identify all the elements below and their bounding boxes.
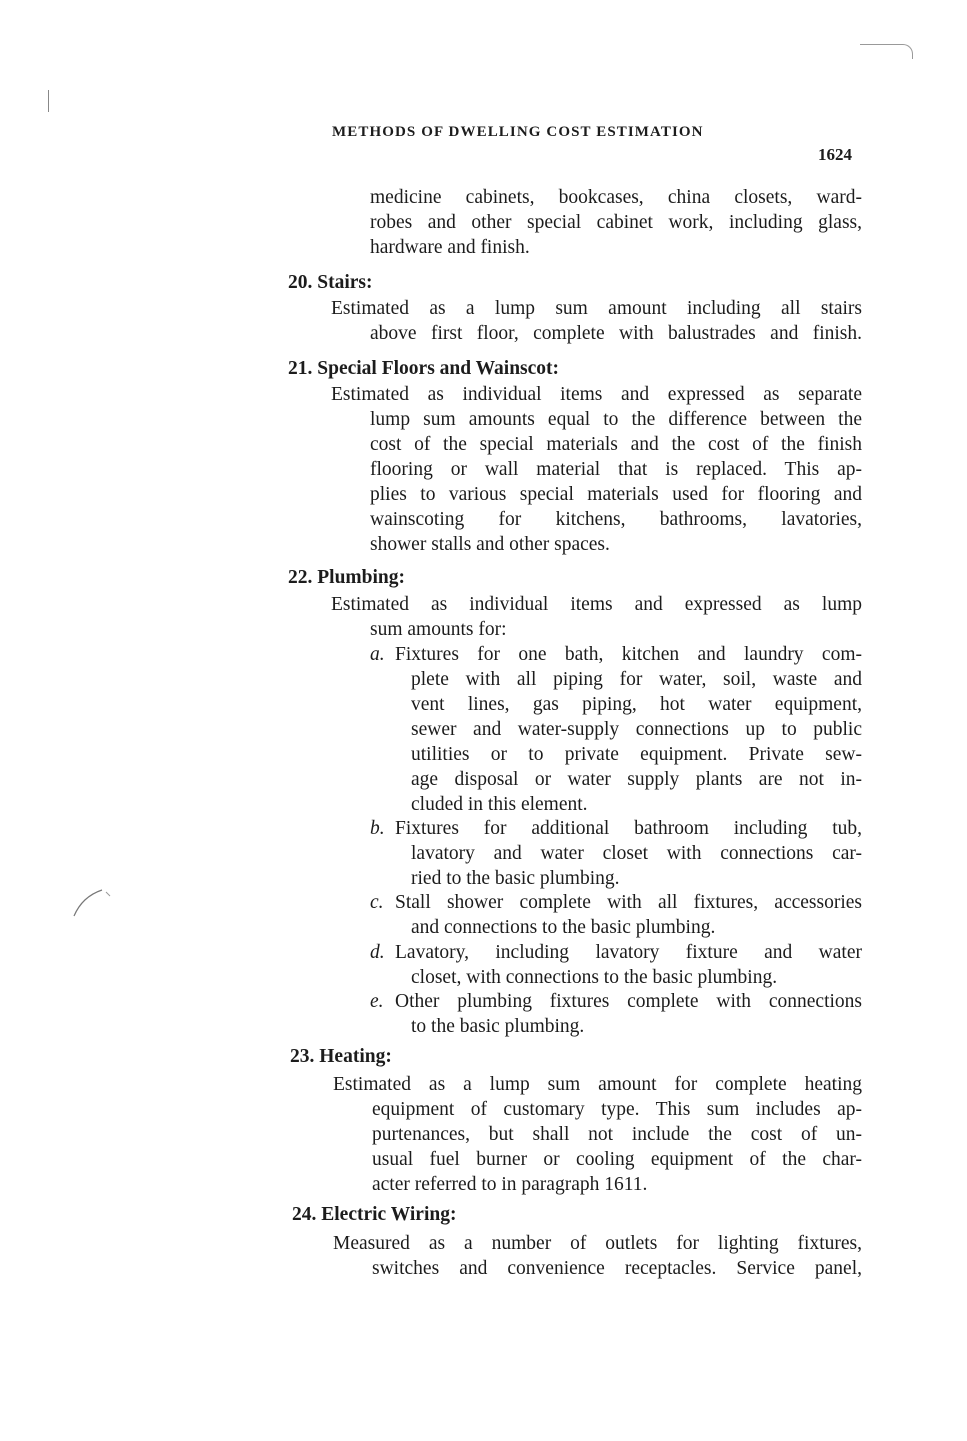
text-line: sum amounts for: [370,619,507,640]
text-line: sewer and water-supply connections up to public [411,719,862,740]
scan-edge-mark [860,44,913,59]
section-title: Electric Wiring: [321,1204,457,1225]
section-heading-stairs [288,270,373,295]
text-line: flooring or wall material that is replaced. This ap- [370,459,862,480]
text-line: switches and convenience receptacles. Service panel, [372,1258,862,1279]
text-line: Other plumbing fixtures complete with connections [395,991,862,1012]
text-line: utilities or to private equipment. Private sew- [411,744,862,765]
item-letter: a. [370,644,385,665]
section-title: Special Floors and Wainscot: [317,358,560,379]
section-heading-electric-wiring [292,1202,456,1227]
page-number: 1624 [818,145,852,164]
text-line: Fixtures for one bath, kitchen and laundry com- [395,644,862,665]
section-number: 24. [292,1204,317,1225]
text-line: ried to the basic plumbing. [411,868,620,889]
section-title: Heating: [319,1046,392,1067]
section-heading-heating [290,1044,392,1069]
section-number: 23. [290,1046,315,1067]
text-line: medicine cabinets, bookcases, china closets, ward- [370,187,862,208]
text-line: usual fuel burner or cooling equipment of the char- [372,1149,862,1170]
item-letter: d. [370,942,385,963]
text-line: purtenances, but shall not include the cost of un- [372,1124,862,1145]
text-line: above first floor, complete with balustrades and finish. [370,323,862,344]
section-number: 21. [288,358,313,379]
text-line: to the basic plumbing. [411,1016,585,1037]
text-line: Fixtures for additional bathroom including tub, [395,818,862,839]
item-letter: b. [370,818,385,839]
text-line: cost of the special materials and the cost of the finish [370,434,862,455]
text-line: cluded in this element. [411,794,588,815]
text-line: Lavatory, including lavatory fixture and water [395,942,862,963]
section-number: 20. [288,272,313,293]
text-line: equipment of customary type. This sum includes ap- [372,1099,862,1120]
item-letter: e. [370,991,384,1012]
text-line: Measured as a number of outlets for lighting fixtures, [333,1233,862,1254]
text-line: Estimated as individual items and expressed as separate [331,384,862,405]
item-letter: c. [370,892,384,913]
text-line: lavatory and water closet with connections car- [411,843,862,864]
text-line: wainscoting for kitchens, bathrooms, lavatories, [370,509,862,530]
section-title: Plumbing: [317,567,406,588]
text-line: age disposal or water supply plants are not in- [411,769,862,790]
text-line: closet, with connections to the basic plumbing. [411,967,778,988]
text-line: robes and other special cabinet work, including glass, [370,212,862,233]
section-heading-special-floors [288,356,559,381]
section-heading-plumbing [288,565,405,590]
text-line: Estimated as individual items and expressed as lump [331,594,862,615]
pencil-mark [66,886,116,920]
text-line: Stall shower complete with all fixtures, accessories [395,892,862,913]
text-line: shower stalls and other spaces. [370,534,610,555]
text-line: acter referred to in paragraph 1611. [372,1174,648,1195]
text-line: vent lines, gas piping, hot water equipment, [411,694,862,715]
text-line: hardware and finish. [370,237,530,258]
text-line: lump sum amounts equal to the difference between the [370,409,862,430]
scan-margin-mark [48,90,49,112]
text-line: Estimated as a lump sum amount including all stairs [331,298,862,319]
section-title: Stairs: [317,272,373,293]
text-line: and connections to the basic plumbing. [411,917,716,938]
text-line: plies to various special materials used for flooring and [370,484,862,505]
text-line: plete with all piping for water, soil, waste and [411,669,862,690]
section-number: 22. [288,567,313,588]
running-head: METHODS OF DWELLING COST ESTIMATION [332,124,704,140]
text-line: Estimated as a lump sum amount for complete heating [333,1074,862,1095]
